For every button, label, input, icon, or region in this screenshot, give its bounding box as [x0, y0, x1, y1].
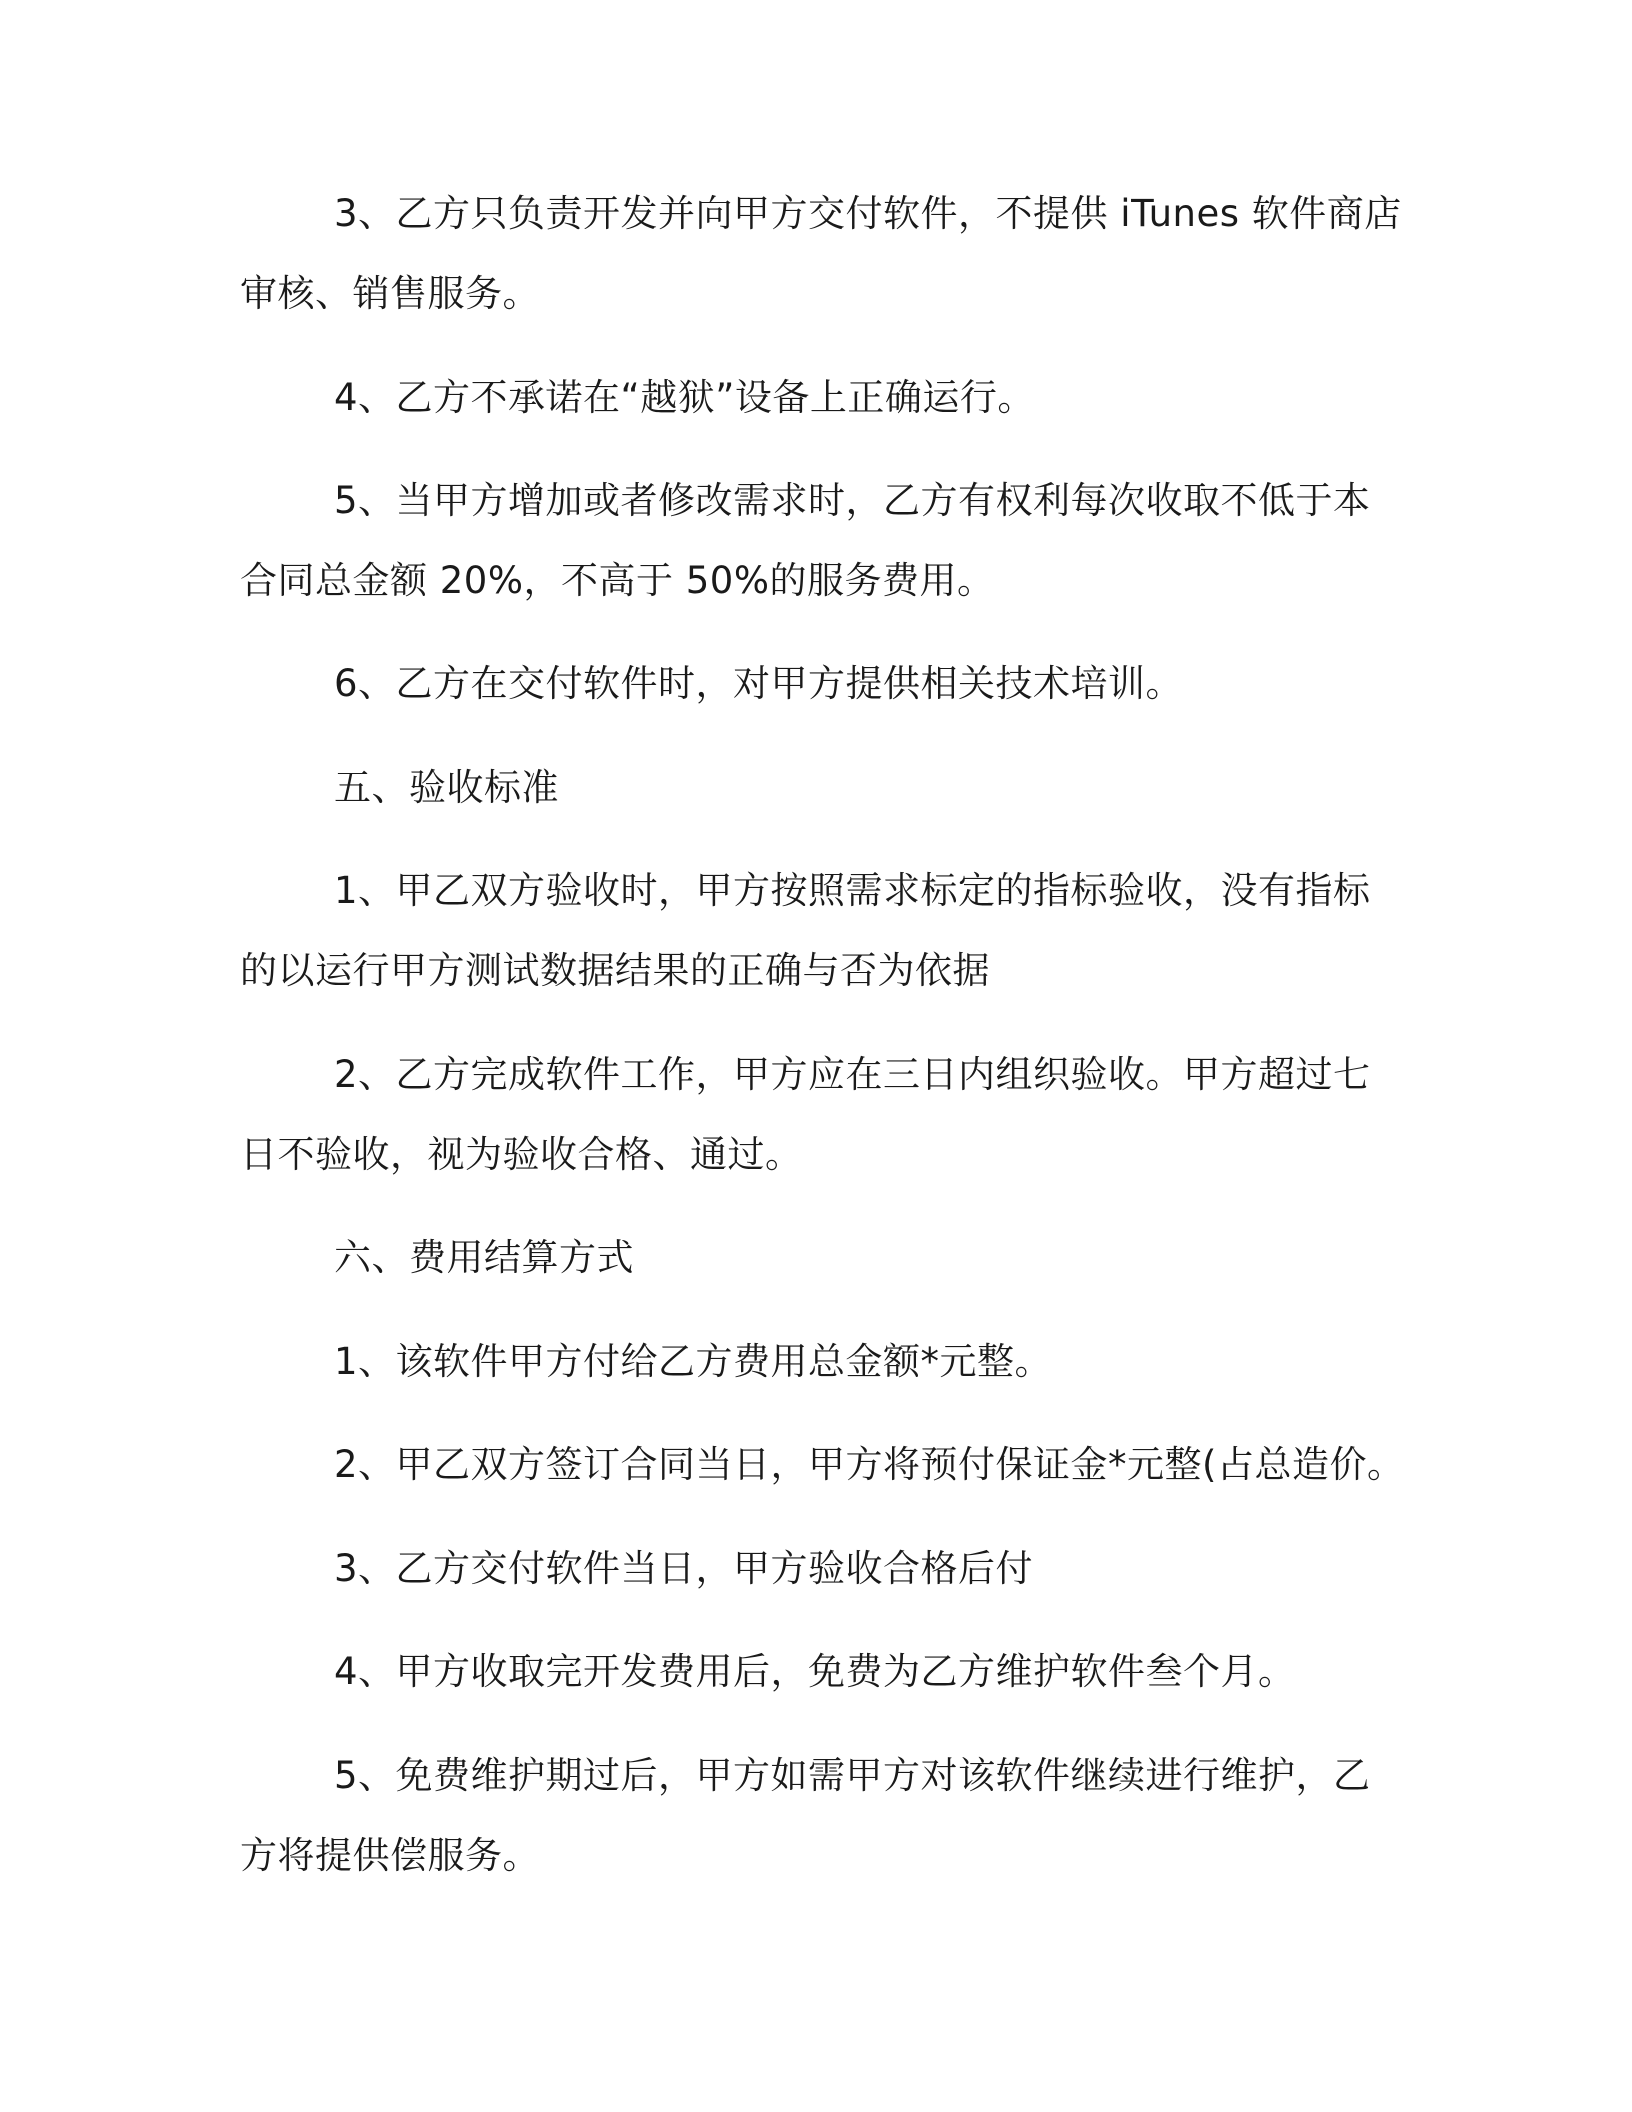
payment-clause-3: 3、乙方交付软件当日，甲方验收合格后付	[334, 1547, 1034, 1590]
section-heading-payment: 六、费用结算方式	[334, 1236, 634, 1279]
payment-clause-4: 4、甲方收取完开发费用后，免费为乙方维护软件叁个月。	[334, 1650, 1296, 1693]
clause-3-line-1: 3、乙方只负责开发并向甲方交付软件，不提供 iTunes 软件商店	[334, 192, 1402, 235]
clause-3-line-2: 审核、销售服务。	[240, 272, 540, 315]
section-heading-acceptance: 五、验收标准	[334, 766, 559, 809]
document-page	[240, 0, 1405, 2112]
payment-clause-1: 1、该软件甲方付给乙方费用总金额*元整。	[334, 1340, 1053, 1383]
acceptance-clause-1-line-1: 1、甲乙双方验收时，甲方按照需求标定的指标验收，没有指标	[334, 869, 1371, 912]
clause-6: 6、乙方在交付软件时，对甲方提供相关技术培训。	[334, 662, 1184, 705]
payment-clause-2: 2、甲乙双方签订合同当日，甲方将预付保证金*元整(占总造价。	[334, 1443, 1405, 1486]
acceptance-clause-2-line-2: 日不验收，视为验收合格、通过。	[240, 1133, 803, 1176]
clause-5-line-2: 合同总金额 20%，不高于 50%的服务费用。	[240, 559, 995, 602]
acceptance-clause-2-line-1: 2、乙方完成软件工作，甲方应在三日内组织验收。甲方超过七	[334, 1053, 1371, 1096]
payment-clause-5-line-2: 方将提供偿服务。	[240, 1834, 540, 1877]
clause-5-line-1: 5、当甲方增加或者修改需求时，乙方有权利每次收取不低于本	[334, 479, 1371, 522]
payment-clause-5-line-1: 5、免费维护期过后，甲方如需甲方对该软件继续进行维护，乙	[334, 1754, 1371, 1797]
acceptance-clause-1-line-2: 的以运行甲方测试数据结果的正确与否为依据	[240, 949, 990, 992]
clause-4: 4、乙方不承诺在“越狱”设备上正确运行。	[334, 376, 1035, 419]
